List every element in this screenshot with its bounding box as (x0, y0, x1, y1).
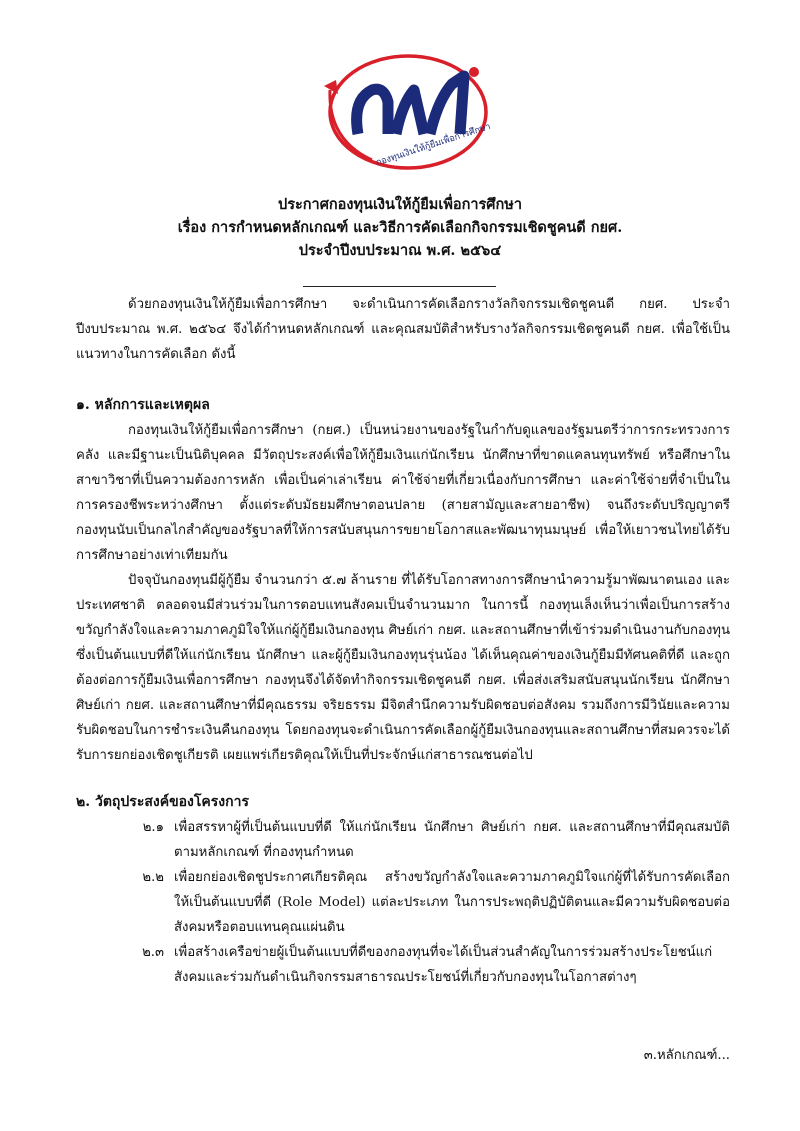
section-1-paragraph-2: ปัจจุบันกองทุนมีผู้กู้ยืม จำนวนกว่า ๕.๗ ล้านราย ที่ได้รับโอกาสทางการศึกษานำความรู้มาพัฒนาตนเอง และประเทศชาติ ตลอดจนมีส่วนร่วมในการตอบแทนสังคมเป็นจำนวนมาก ในการนี้ กองทุนเล็งเห็นว่าเพื่อเป็นการสร้างขวัญกำลังใจและความภาคภูมิใจให้แก่ผู้กู้ยืมเงินกองทุน ศิษย์เก่า กยศ. และสถานศึกษาที่เข้าร่วมดำเนินงานกับกองทุน ซึ่งเป็นต้นแบบที่ดีให้แก่นักเรียน นักศึกษา และผู้กู้ยืมเงินกองทุนรุ่นน้อง ได้เห็นคุณค่าของเงินกู้ยืมมีทัศนคติที่ดี และถูกต้องต่อการกู้ยืมเงินเพื่อการศึกษา กองทุนจึงได้จัดทำกิจกรรมเชิดชูคนดี กยศ. เพื่อส่งเสริมสนับสนุนนักเรียน นักศึกษา ศิษย์เก่า กยศ. และสถานศึกษาที่มีคุณธรรม จริยธรรม มีจิตสำนึกความรับผิดชอบต่อสังคม รวมถึงการมีวินัยและความรับผิดชอบในการชำระเงินคืนกองทุน โดยกองทุนจะดำเนินการคัดเลือกผู้กู้ยืมเงินกองทุนและสถานศึกษาที่สมควรจะได้รับการยกย่องเชิดชูเกียรติ เผยแพร่เกียรติคุณให้เป็นที่ประจักษ์แก่สาธารณชนต่อไป (76, 573, 730, 763)
objective-item (76, 815, 730, 865)
objective-number: ๒.๑ (142, 820, 164, 835)
objective-text: เพื่อสรรหาผู้ที่เป็นต้นแบบที่ดี ให้แก่นักเรียน นักศึกษา ศิษย์เก่า กยศ. และสถานศึกษาที่มีคุณสมบัติตามหลักเกณฑ์ ที่กองทุนกำหนด (174, 820, 730, 860)
header-line-3: ประจำปีงบประมาณ พ.ศ. ๒๕๖๔ (298, 242, 502, 259)
objective-number: ๒.๓ (142, 945, 164, 960)
objective-text: เพื่อสร้างเครือข่ายผู้เป็นต้นแบบที่ดีของกองทุนที่จะได้เป็นส่วนสำคัญในการร่วมสร้างประโยชน์แก่สังคมและร่วมกันดำเนินกิจกรรมสาธารณประโยชน์ที่เกี่ยวกับกองทุนในโอกาสต่างๆ (174, 945, 713, 985)
kyos-logo (312, 50, 494, 174)
header-line-2: เรื่อง การกำหนดหลักเกณฑ์ และวิธีการคัดเลือกกิจกรรมเชิดชูคนดี กยศ. (177, 219, 623, 236)
intro-paragraph: ด้วยกองทุนเงินให้กู้ยืมเพื่อการศึกษา จะดำเนินการคัดเลือกรางวัลกิจกรรมเชิดชูคนดี กยศ. ประจำปีงบประมาณ พ.ศ. ๒๕๖๔ จึงได้กำหนดหลักเกณฑ์ และคุณสมบัติสำหรับรางวัลกิจกรรมเชิดชูคนดี กยศ. เพื่อใช้เป็นแนวทางในการคัดเลือก ดังนี้ (76, 297, 730, 362)
logo-circle-text: กองทุนเงินให้กู้ยืมเพื่อการศึกษา (374, 121, 493, 169)
section-2-title: ๒. วัตถุประสงค์ของโครงการ (76, 794, 249, 810)
objective-item (76, 865, 730, 940)
header-line-1: ประกาศกองทุนเงินให้กู้ยืมเพื่อการศึกษา (278, 196, 522, 213)
announcement-header (100, 193, 700, 262)
section-1-title: ๑. หลักการและเหตุผล (76, 397, 210, 413)
objective-item (76, 940, 730, 990)
continuation-note: ๓.หลักเกณฑ์... (643, 1048, 730, 1063)
section-1-paragraph-1: กองทุนเงินให้กู้ยืมเพื่อการศึกษา (กยศ.) เป็นหน่วยงานของรัฐในกำกับดูแลของรัฐมนตรีว่าการกระทรวงการคลัง และมีฐานะเป็นนิติบุคคล มีวัตถุประสงค์เพื่อให้กู้ยืมเงินแก่นักเรียน นักศึกษาที่ขาดแคลนทุนทรัพย์ หรือศึกษาในสาขาวิชาที่เป็นความต้องการหลัก เพื่อเป็นค่าเล่าเรียน ค่าใช้จ่ายที่เกี่ยวเนื่องกับการศึกษา และค่าใช้จ่ายที่จำเป็นในการครองชีพระหว่างศึกษา ตั้งแต่ระดับมัธยมศึกษาตอนปลาย (สายสามัญและสายอาชีพ) จนถึงระดับปริญญาตรี กองทุนนับเป็นกลไกสำคัญของรัฐบาลที่ให้การสนับสนุนการขยายโอกาสและพัฒนาทุนมนุษย์ เพื่อให้เยาวชนไทยได้รับการศึกษาอย่างเท่าเทียมกัน (76, 423, 730, 563)
document-body (76, 284, 730, 990)
objective-number: ๒.๒ (142, 870, 164, 885)
objective-text: เพื่อยกย่องเชิดชูประกาศเกียรติคุณ สร้างขวัญกำลังใจและความภาคภูมิใจแก่ผู้ที่ได้รับการคัดเลือกให้เป็นต้นแบบที่ดี (Role Model) แต่ละประเภท ในการประพฤติปฏิบัติตนและมีความรับผิดชอบต่อสังคมหรือตอบแทนคุณแผ่นดิน (174, 870, 730, 935)
